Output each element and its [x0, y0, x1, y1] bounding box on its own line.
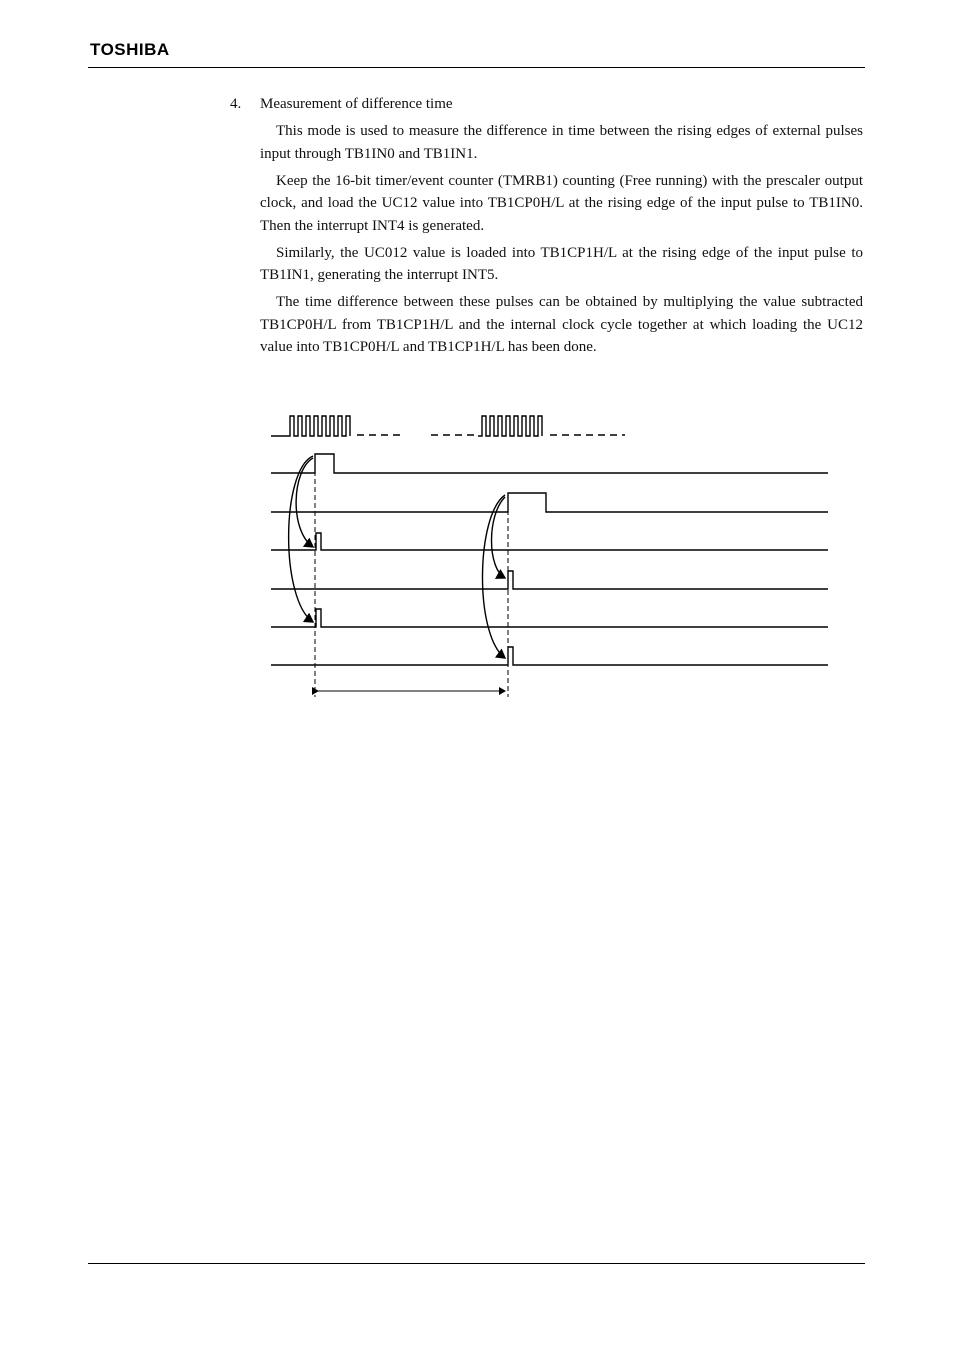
paragraph: The time difference between these pulses can be obtained by multiplying the value subtracted TB1CP0H/L from TB1CP1H/L and the internal clock cycle together at which loading the UC12 value into TB1CP0H/L and TB1CP1H/L has been done.	[260, 294, 863, 355]
tb1in0-waveform	[271, 454, 828, 473]
capture0-waveform	[271, 533, 828, 550]
arrow-in0-to-int4	[289, 456, 313, 622]
section-number: 4.	[230, 96, 242, 112]
tb1in1-waveform	[271, 493, 828, 512]
capture1-waveform	[271, 571, 828, 589]
paragraph: This mode is used to measure the difference in time between the rising edges of external pulses input through TB1IN0 and TB1IN1.	[260, 123, 863, 162]
arrow-in0-to-capture0	[296, 458, 313, 547]
int4-waveform	[271, 609, 828, 627]
footer-rule	[88, 1263, 865, 1264]
paragraph: Keep the 16-bit timer/event counter (TMRB1) counting (Free running) with the prescaler output clock, and load the UC12 value into TB1CP0H/L at the rising edge of the input pulse to TB1IN0. Then the interrupt INT4 is generated.	[260, 172, 863, 234]
clock-waveform	[271, 416, 625, 436]
int5-waveform	[271, 647, 828, 665]
section-title: Measurement of difference time	[260, 96, 453, 112]
brand-logo: TOSHIBA	[90, 40, 170, 59]
paragraph: Similarly, the UC012 value is loaded into TB1CP1H/L at the rising edge of the input pulse to TB1IN1, generating the interrupt INT5.	[260, 244, 863, 283]
